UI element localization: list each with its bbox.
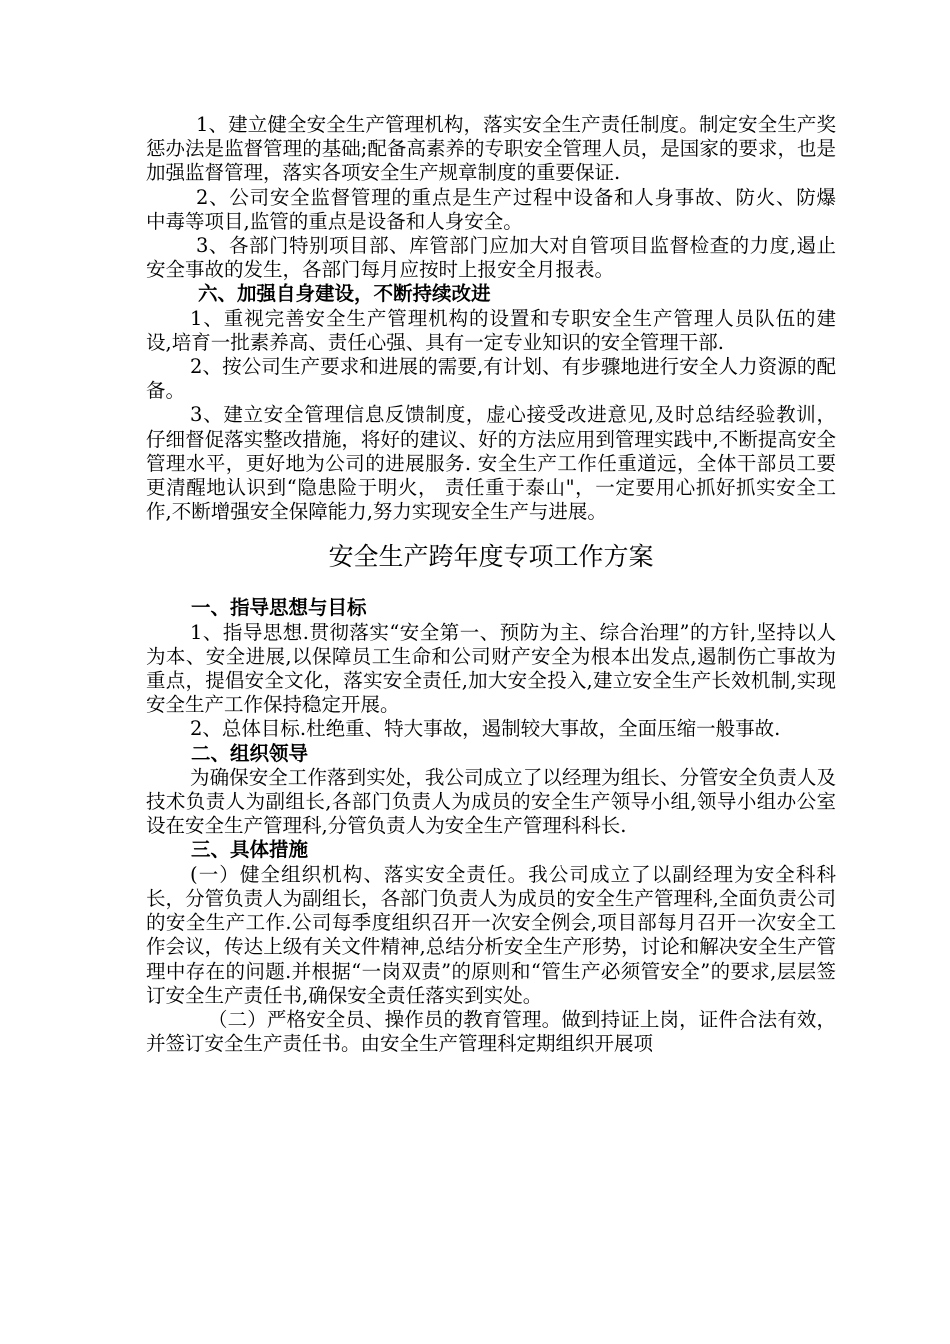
document-title: 安全生产跨年度专项工作方案 (328, 542, 654, 572)
section-heading: 一、指导思想与目标 (191, 596, 367, 620)
section-heading: 二、组织领导 (191, 741, 309, 765)
paragraph: 为确保安全工作落到实处，我公司成立了以经理为组长、分管安全负责人及技术负责人为副组长,各部门负责人为成员的安全生产领导小组,领导小组办公室设在安全生产管理科,分管负责人为安全生产管理科科长. (146, 765, 836, 838)
section-heading: 三、具体措施 (191, 838, 309, 862)
document-body (146, 113, 836, 1056)
paragraph: (一）健全组织机构、落实安全责任。我公司成立了以副经理为安全科科长，分管负责人为副组长，各部门负责人为成员的安全生产管理科,全面负责公司的安全生产工作.公司每季度组织召开一次安全例会,项目部每月召开一次安全工作会议，传达上级有关文件精神,总结分析安全生产形势，讨论和解决安全生产管理中存在的问题.并根据“一岗双责”的原则和“管生产必须管安全”的要求,层层签订安全生产责任书,确保安全责任落实到实处。 (146, 862, 836, 1007)
paragraph: 1、建立健全安全生产管理机构，落实安全生产责任制度。制定安全生产奖 惩办法是监督管理的基础;配备高素养的专职安全管理人员，是国家的要求，也是加强监督管理，落实各项安全生产规章制度的重要保证. (146, 113, 836, 185)
paragraph: 1、指导思想.贯彻落实“安全第一、预防为主、综合治理”的方针,坚持以人为本、安全进展,以保障员工生命和公司财产安全为根本出发点,遏制伤亡事故为重点，提倡安全文化，落实安全责任,加大安全投入,建立安全生产长效机制,实现安全生产工作保持稳定开展。 (146, 620, 836, 717)
paragraph: 3、各部门特别项目部、库管部门应加大对自管项目监督检查的力度,遏止安全事故的发生，各部门每月应按时上报安全月报表。 (146, 234, 836, 282)
paragraph: 2、公司安全监督管理的重点是生产过程中设备和人身事故、防火、防爆 中毒等项目,监管的重点是设备和人身安全。 (146, 185, 836, 233)
paragraph: 3、建立安全管理信息反馈制度，虚心接受改进意见,及时总结经验教训， 仔细督促落实整改措施，将好的建议、好的方法应用到管理实践中,不断提高安全管理水平，更好地为公司的进展服务. 安全生产工作任重道远，全体干部员工要更清醒地认识到“隐患险于明火， 责任重于泰山"，一定要用心抓好抓实安全工作,不断增强安全保障能力,努力实现安全生产与进展。 (146, 403, 836, 524)
paragraph: 2、总体目标.杜绝重、特大事故，遏制较大事故，全面压缩一般事故. (190, 717, 781, 741)
paragraph: （二）严格安全员、操作员的教育管理。做到持证上岗，证件合法有效，并签订安全生产责任书。由安全生产管理科定期组织开展项 (146, 1007, 836, 1056)
paragraph: 2、按公司生产要求和进展的需要,有计划、有步骤地进行安全人力资源的配备。 (146, 355, 836, 403)
section-heading: 六、加强自身建设，不断持续改进 (198, 282, 491, 306)
paragraph: 1、重视完善安全生产管理机构的设置和专职安全生产管理人员队伍的建 设,培育一批素养高、责任心强、具有一定专业知识的安全管理干部. (146, 306, 836, 354)
